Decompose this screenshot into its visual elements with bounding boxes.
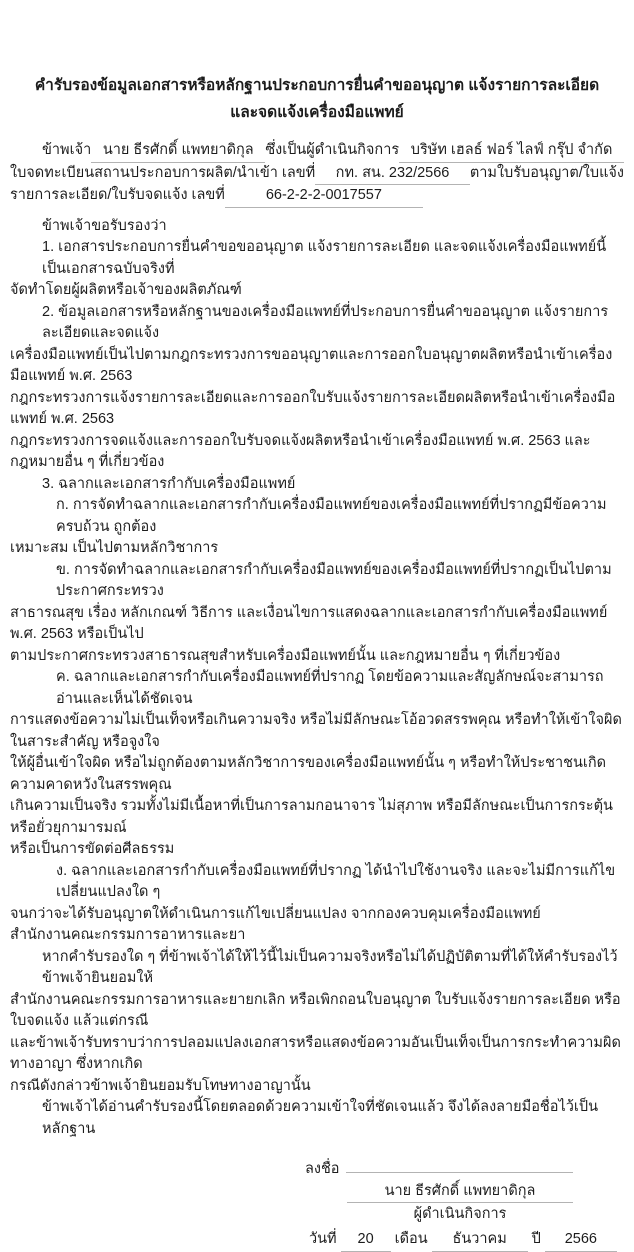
- company-name-field: บริษัท เฮลธ์ ฟอร์ ไลฟ์ กรุ๊ป จำกัด: [399, 140, 624, 163]
- sign-label: ลงชื่อ: [305, 1161, 340, 1177]
- form-header: [10, 140, 624, 208]
- body-line: สาธารณสุข เรื่อง หลักเกณฑ์ วิธีการ และเงื่อนไขการแสดงฉลากและเอกสารกำกับเครื่องมือแพทย์ พ.ศ. 2563 หรือเป็นไป: [10, 604, 608, 642]
- declarant-name-field: นาย ธีรศักดิ์ แพทยาดิกุล: [91, 140, 265, 163]
- body-line: และข้าพเจ้ารับทราบว่าการปลอมแปลงเอกสารหรือแสดงข้อความอันเป็นเท็จเป็นการกระทำความผิดทางอาญา ซึ่งหากเกิด: [10, 1034, 621, 1072]
- body-line: กฎกระทรวงการจดแจ้งและการออกใบรับจดแจ้งผลิตหรือนำเข้าเครื่องมือแพทย์ พ.ศ. 2563 และกฎหมายอื่น ๆ ที่เกี่ยวข้อง: [10, 432, 591, 470]
- registration-number-field: กท. สน. 232/2566: [315, 163, 470, 186]
- body-line: ตามประกาศกระทรวงสาธารณสุขสำหรับเครื่องมือแพทย์นั้น และกฎหมายอื่น ๆ ที่เกี่ยวข้อง: [10, 647, 561, 664]
- body-line: 1. เอกสารประกอบการยื่นคำขอขออนุญาต แจ้งรายการละเอียด และจดแจ้งเครื่องมือแพทย์นี้เป็นเอกสารฉบับจริงที่: [42, 239, 607, 277]
- month-label: เดือน: [394, 1231, 428, 1247]
- year-label: ปี: [531, 1231, 541, 1247]
- day-field: 20: [341, 1227, 391, 1252]
- declarant-label: ข้าพเจ้า: [42, 142, 92, 158]
- body-line: ข้าพเจ้าได้อ่านคำรับรองนี้โดยตลอดด้วยความเข้าใจที่ชัดเจนแล้ว จึงได้ลงลายมือชื่อไว้เป็นหลักฐาน: [42, 1099, 598, 1137]
- signature-line: [346, 1154, 573, 1173]
- body-line: จัดทำโดยผู้ผลิตหรือเจ้าของผลิตภัณฑ์: [10, 282, 242, 298]
- body-line: หากคำรับรองใด ๆ ที่ข้าพเจ้าได้ให้ไว้นี้ไม่เป็นความจริงหรือไม่ได้ปฏิบัติตามที่ได้ให้คำรับรองไว้ ข้าพเจ้ายินยอมให้: [42, 948, 618, 986]
- registration-label: ใบจดทะเบียนสถานประกอบการผลิต/นำเข้า เลขที่: [10, 164, 316, 181]
- signer-title: ผู้ดำเนินกิจการ: [413, 1206, 507, 1222]
- body-line: หรือเป็นการขัดต่อศีลธรรม: [10, 841, 175, 857]
- notification-number-field: 66-2-2-2-0017557: [225, 185, 423, 208]
- body-line: ให้ผู้อื่นเข้าใจผิด หรือไม่ถูกต้องตามหลักวิชาการของเครื่องมือแพทย์นั้น ๆ หรือทำให้ประชาชนเกิดความคาดหวังในสรรพคุณ: [10, 755, 607, 793]
- body-line: ก. การจัดทำฉลากและเอกสารกำกับเครื่องมือแพทย์ของเครื่องมือแพทย์ที่ปรากฏมีข้อความครบถ้วน ถูกต้อง: [56, 497, 607, 535]
- signer-name: นาย ธีรศักดิ์ แพทยาดิกุล: [347, 1180, 573, 1203]
- body-line: เหมาะสม เป็นไปตามหลักวิชาการ: [10, 540, 219, 556]
- document-title-line2: และจดแจ้งเครื่องมือแพทย์: [230, 104, 404, 121]
- body-line: กรณีดังกล่าวข้าพเจ้ายินยอมรับโทษทางอาญานั้น: [10, 1077, 311, 1094]
- body-line: เครื่องมือแพทย์เป็นไปตามกฎกระทรวงการขออนุญาตและการออกใบอนุญาตผลิตหรือนำเข้าเครื่องมือแพทย์ พ.ศ. 2563: [10, 346, 613, 384]
- body-line: การแสดงข้อความไม่เป็นเท็จหรือเกินความจริง หรือไม่มีลักษณะโอ้อวดสรรพคุณ หรือทำให้เข้าใจผิดในสาระสำคัญ หรือจูงใจ: [10, 712, 622, 750]
- document-title: [10, 72, 624, 126]
- notification-label: รายการละเอียด/ใบรับจดแจ้ง เลขที่: [10, 187, 225, 203]
- body-line: สำนักงานคณะกรรมการอาหารและยายกเลิก หรือเพิกถอนใบอนุญาต ใบรับแจ้งรายการละเอียด หรือใบจดแจ้ง แล้วแต่กรณี: [10, 991, 621, 1029]
- body-line: เกินความเป็นจริง รวมทั้งไม่มีเนื้อหาที่เป็นการลามกอนาจาร ไม่สุภาพ หรือมีลักษณะเป็นการกระตุ้น หรือยั่วยุกามารมณ์: [10, 798, 613, 836]
- body-line: กฎกระทรวงการแจ้งรายการละเอียดและการออกใบรับแจ้งรายการละเอียดผลิตหรือนำเข้าเครื่องมือแพทย์ พ.ศ. 2563: [10, 389, 616, 427]
- body-line: สำนักงานคณะกรรมการอาหารและยา: [10, 927, 246, 943]
- body-line: ข. การจัดทำฉลากและเอกสารกำกับเครื่องมือแพทย์ของเครื่องมือแพทย์ที่ปรากฏเป็นไปตามประกาศกระทรวง: [56, 561, 612, 599]
- per-license-label: ตามใบรับอนุญาต/ใบแจ้ง: [469, 164, 624, 181]
- body-line: 2. ข้อมูลเอกสารหรือหลักฐานของเครื่องมือแพทย์ที่ประกอบการยื่นคำขออนุญาต แจ้งรายการละเอียดและจดแจ้ง: [42, 303, 609, 341]
- body-line: ค. ฉลากและเอกสารกำกับเครื่องมือแพทย์ที่ปรากฏ โดยข้อความและสัญลักษณ์จะสามารถอ่านและเห็นได้ชัดเจน: [56, 669, 604, 707]
- year-field: 2566: [545, 1227, 617, 1252]
- date-label: วันที่: [309, 1231, 337, 1247]
- body-line: ข้าพเจ้าขอรับรองว่า: [42, 217, 167, 234]
- body-line: 3. ฉลากและเอกสารกำกับเครื่องมือแพทย์: [42, 475, 296, 492]
- operator-label: ซึ่งเป็นผู้ดำเนินกิจการ: [265, 142, 400, 158]
- certification-body: [10, 216, 624, 1141]
- month-field: ธันวาคม: [432, 1227, 528, 1252]
- body-line: จนกว่าจะได้รับอนุญาตให้ดำเนินการแก้ไขเปลี่ยนแปลง จากกองควบคุมเครื่องมือแพทย์: [10, 905, 541, 922]
- signature-block: [305, 1154, 597, 1252]
- body-line: ง. ฉลากและเอกสารกำกับเครื่องมือแพทย์ที่ปรากฏ ได้นำไปใช้งานจริง และจะไม่มีการแก้ไขเปลี่ยนแปลงใด ๆ: [56, 862, 616, 900]
- document-title-line1: คำรับรองข้อมูลเอกสารหรือหลักฐานประกอบการยื่นคำขออนุญาต แจ้งรายการละเอียด: [34, 77, 600, 94]
